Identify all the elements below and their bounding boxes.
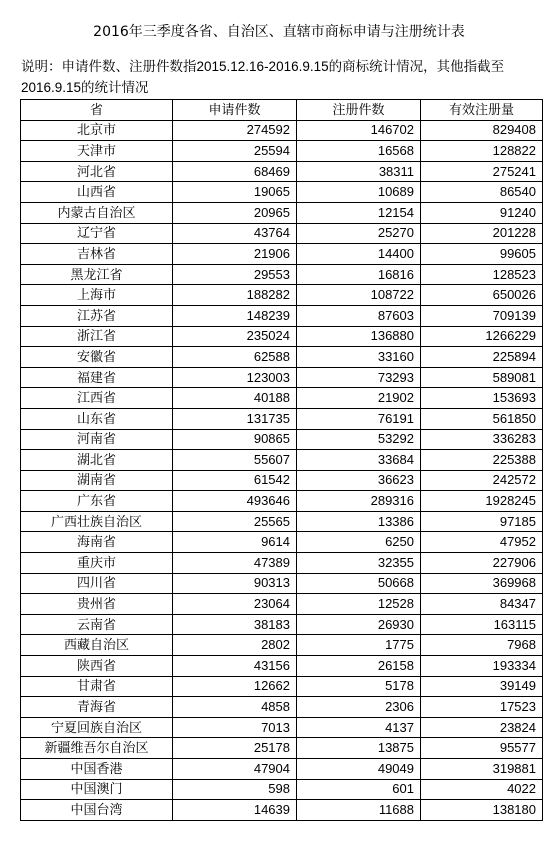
registrations-cell: 53292 [297, 429, 421, 450]
valid-registrations-cell: 84347 [421, 594, 543, 615]
header-province: 省 [21, 100, 173, 121]
applications-cell: 25178 [173, 738, 297, 759]
registrations-cell: 108722 [297, 285, 421, 306]
registrations-cell: 33684 [297, 450, 421, 471]
province-cell: 重庆市 [21, 553, 173, 574]
province-cell: 海南省 [21, 532, 173, 553]
valid-registrations-cell: 193334 [421, 656, 543, 677]
table-row [21, 717, 543, 738]
valid-registrations-cell: 128523 [421, 264, 543, 285]
applications-cell: 25594 [173, 141, 297, 162]
table-row [21, 779, 543, 800]
applications-cell: 131735 [173, 408, 297, 429]
applications-cell: 55607 [173, 450, 297, 471]
table-row [21, 264, 543, 285]
table-row [21, 347, 543, 368]
province-cell: 贵州省 [21, 594, 173, 615]
province-cell: 山西省 [21, 182, 173, 203]
applications-cell: 7013 [173, 717, 297, 738]
province-cell: 广西壮族自治区 [21, 511, 173, 532]
province-cell: 河南省 [21, 429, 173, 450]
registrations-cell: 33160 [297, 347, 421, 368]
province-cell: 天津市 [21, 141, 173, 162]
valid-registrations-cell: 153693 [421, 388, 543, 409]
valid-registrations-cell: 4022 [421, 779, 543, 800]
applications-cell: 90865 [173, 429, 297, 450]
registrations-cell: 13875 [297, 738, 421, 759]
table-row [21, 594, 543, 615]
registrations-cell: 36623 [297, 470, 421, 491]
province-cell: 陕西省 [21, 656, 173, 677]
registrations-cell: 6250 [297, 532, 421, 553]
province-cell: 广东省 [21, 491, 173, 512]
province-cell: 安徽省 [21, 347, 173, 368]
valid-registrations-cell: 369968 [421, 573, 543, 594]
province-cell: 黑龙江省 [21, 264, 173, 285]
table-row [21, 532, 543, 553]
applications-cell: 274592 [173, 120, 297, 141]
applications-cell: 47904 [173, 759, 297, 780]
province-cell: 宁夏回族自治区 [21, 717, 173, 738]
valid-registrations-cell: 97185 [421, 511, 543, 532]
province-cell: 江西省 [21, 388, 173, 409]
registrations-cell: 16568 [297, 141, 421, 162]
valid-registrations-cell: 1266229 [421, 326, 543, 347]
applications-cell: 148239 [173, 305, 297, 326]
applications-cell: 2802 [173, 635, 297, 656]
province-cell: 浙江省 [21, 326, 173, 347]
table-row [21, 800, 543, 821]
table-row [21, 202, 543, 223]
registrations-cell: 73293 [297, 367, 421, 388]
valid-registrations-cell: 319881 [421, 759, 543, 780]
table-header-row [21, 100, 543, 121]
province-cell: 云南省 [21, 614, 173, 635]
applications-cell: 62588 [173, 347, 297, 368]
province-cell: 北京市 [21, 120, 173, 141]
table-row [21, 244, 543, 265]
valid-registrations-cell: 1928245 [421, 491, 543, 512]
table-row [21, 656, 543, 677]
applications-cell: 12662 [173, 676, 297, 697]
applications-cell: 123003 [173, 367, 297, 388]
valid-registrations-cell: 225388 [421, 450, 543, 471]
applications-cell: 29553 [173, 264, 297, 285]
valid-registrations-cell: 829408 [421, 120, 543, 141]
applications-cell: 25565 [173, 511, 297, 532]
applications-cell: 23064 [173, 594, 297, 615]
valid-registrations-cell: 91240 [421, 202, 543, 223]
registrations-cell: 11688 [297, 800, 421, 821]
valid-registrations-cell: 23824 [421, 717, 543, 738]
registrations-cell: 10689 [297, 182, 421, 203]
table-row [21, 491, 543, 512]
valid-registrations-cell: 201228 [421, 223, 543, 244]
valid-registrations-cell: 39149 [421, 676, 543, 697]
registrations-cell: 5178 [297, 676, 421, 697]
province-cell: 新疆维吾尔自治区 [21, 738, 173, 759]
province-cell: 湖南省 [21, 470, 173, 491]
applications-cell: 188282 [173, 285, 297, 306]
document-title: 2016年三季度各省、自治区、直辖市商标申请与注册统计表 [93, 24, 465, 40]
valid-registrations-cell: 95577 [421, 738, 543, 759]
province-cell: 福建省 [21, 367, 173, 388]
registrations-cell: 289316 [297, 491, 421, 512]
province-cell: 中国香港 [21, 759, 173, 780]
registrations-cell: 49049 [297, 759, 421, 780]
applications-cell: 38183 [173, 614, 297, 635]
table-row [21, 408, 543, 429]
province-cell: 上海市 [21, 285, 173, 306]
province-cell: 江苏省 [21, 305, 173, 326]
valid-registrations-cell: 227906 [421, 553, 543, 574]
valid-registrations-cell: 709139 [421, 305, 543, 326]
valid-registrations-cell: 99605 [421, 244, 543, 265]
registrations-cell: 25270 [297, 223, 421, 244]
province-cell: 内蒙古自治区 [21, 202, 173, 223]
province-cell: 西藏自治区 [21, 635, 173, 656]
table-row [21, 676, 543, 697]
valid-registrations-cell: 561850 [421, 408, 543, 429]
registrations-cell: 2306 [297, 697, 421, 718]
registrations-cell: 12528 [297, 594, 421, 615]
table-row [21, 738, 543, 759]
table-row [21, 573, 543, 594]
province-cell: 山东省 [21, 408, 173, 429]
valid-registrations-cell: 47952 [421, 532, 543, 553]
explanatory-note: 说明：申请件数、注册件数指2015.12.16-2016.9.15的商标统计情况，其他指截至2016.9.15的统计情况 [21, 59, 505, 95]
table-row [21, 161, 543, 182]
registrations-cell: 38311 [297, 161, 421, 182]
applications-cell: 14639 [173, 800, 297, 821]
province-cell: 吉林省 [21, 244, 173, 265]
registrations-cell: 16816 [297, 264, 421, 285]
applications-cell: 598 [173, 779, 297, 800]
table-row [21, 182, 543, 203]
registrations-cell: 26930 [297, 614, 421, 635]
applications-cell: 19065 [173, 182, 297, 203]
registrations-cell: 601 [297, 779, 421, 800]
applications-cell: 90313 [173, 573, 297, 594]
province-cell: 四川省 [21, 573, 173, 594]
table-row [21, 120, 543, 141]
province-cell: 河北省 [21, 161, 173, 182]
applications-cell: 61542 [173, 470, 297, 491]
applications-cell: 493646 [173, 491, 297, 512]
table-row [21, 305, 543, 326]
header-applications: 申请件数 [173, 100, 297, 121]
registrations-cell: 32355 [297, 553, 421, 574]
registrations-cell: 14400 [297, 244, 421, 265]
table-row [21, 367, 543, 388]
valid-registrations-cell: 589081 [421, 367, 543, 388]
table-row [21, 759, 543, 780]
valid-registrations-cell: 163115 [421, 614, 543, 635]
applications-cell: 235024 [173, 326, 297, 347]
registrations-cell: 21902 [297, 388, 421, 409]
registrations-cell: 4137 [297, 717, 421, 738]
registrations-cell: 87603 [297, 305, 421, 326]
applications-cell: 68469 [173, 161, 297, 182]
registrations-cell: 26158 [297, 656, 421, 677]
registrations-cell: 76191 [297, 408, 421, 429]
table-row [21, 511, 543, 532]
table-row [21, 326, 543, 347]
applications-cell: 43156 [173, 656, 297, 677]
applications-cell: 47389 [173, 553, 297, 574]
valid-registrations-cell: 138180 [421, 800, 543, 821]
registrations-cell: 1775 [297, 635, 421, 656]
applications-cell: 21906 [173, 244, 297, 265]
valid-registrations-cell: 225894 [421, 347, 543, 368]
registrations-cell: 146702 [297, 120, 421, 141]
valid-registrations-cell: 128822 [421, 141, 543, 162]
registrations-cell: 13386 [297, 511, 421, 532]
table-row [21, 285, 543, 306]
valid-registrations-cell: 242572 [421, 470, 543, 491]
table-body [21, 120, 543, 820]
statistics-table [20, 99, 543, 821]
table-row [21, 470, 543, 491]
registrations-cell: 50668 [297, 573, 421, 594]
header-valid-registrations: 有效注册量 [421, 100, 543, 121]
table-row [21, 388, 543, 409]
province-cell: 青海省 [21, 697, 173, 718]
table-row [21, 697, 543, 718]
province-cell: 甘肃省 [21, 676, 173, 697]
table-row [21, 553, 543, 574]
valid-registrations-cell: 336283 [421, 429, 543, 450]
applications-cell: 40188 [173, 388, 297, 409]
province-cell: 中国台湾 [21, 800, 173, 821]
registrations-cell: 136880 [297, 326, 421, 347]
province-cell: 中国澳门 [21, 779, 173, 800]
valid-registrations-cell: 275241 [421, 161, 543, 182]
valid-registrations-cell: 86540 [421, 182, 543, 203]
valid-registrations-cell: 650026 [421, 285, 543, 306]
applications-cell: 9614 [173, 532, 297, 553]
province-cell: 湖北省 [21, 450, 173, 471]
valid-registrations-cell: 7968 [421, 635, 543, 656]
applications-cell: 20965 [173, 202, 297, 223]
table-row [21, 429, 543, 450]
applications-cell: 4858 [173, 697, 297, 718]
province-cell: 辽宁省 [21, 223, 173, 244]
table-row [21, 141, 543, 162]
table-row [21, 223, 543, 244]
registrations-cell: 12154 [297, 202, 421, 223]
table-row [21, 635, 543, 656]
header-registrations: 注册件数 [297, 100, 421, 121]
table-row [21, 614, 543, 635]
valid-registrations-cell: 17523 [421, 697, 543, 718]
table-row [21, 450, 543, 471]
applications-cell: 43764 [173, 223, 297, 244]
